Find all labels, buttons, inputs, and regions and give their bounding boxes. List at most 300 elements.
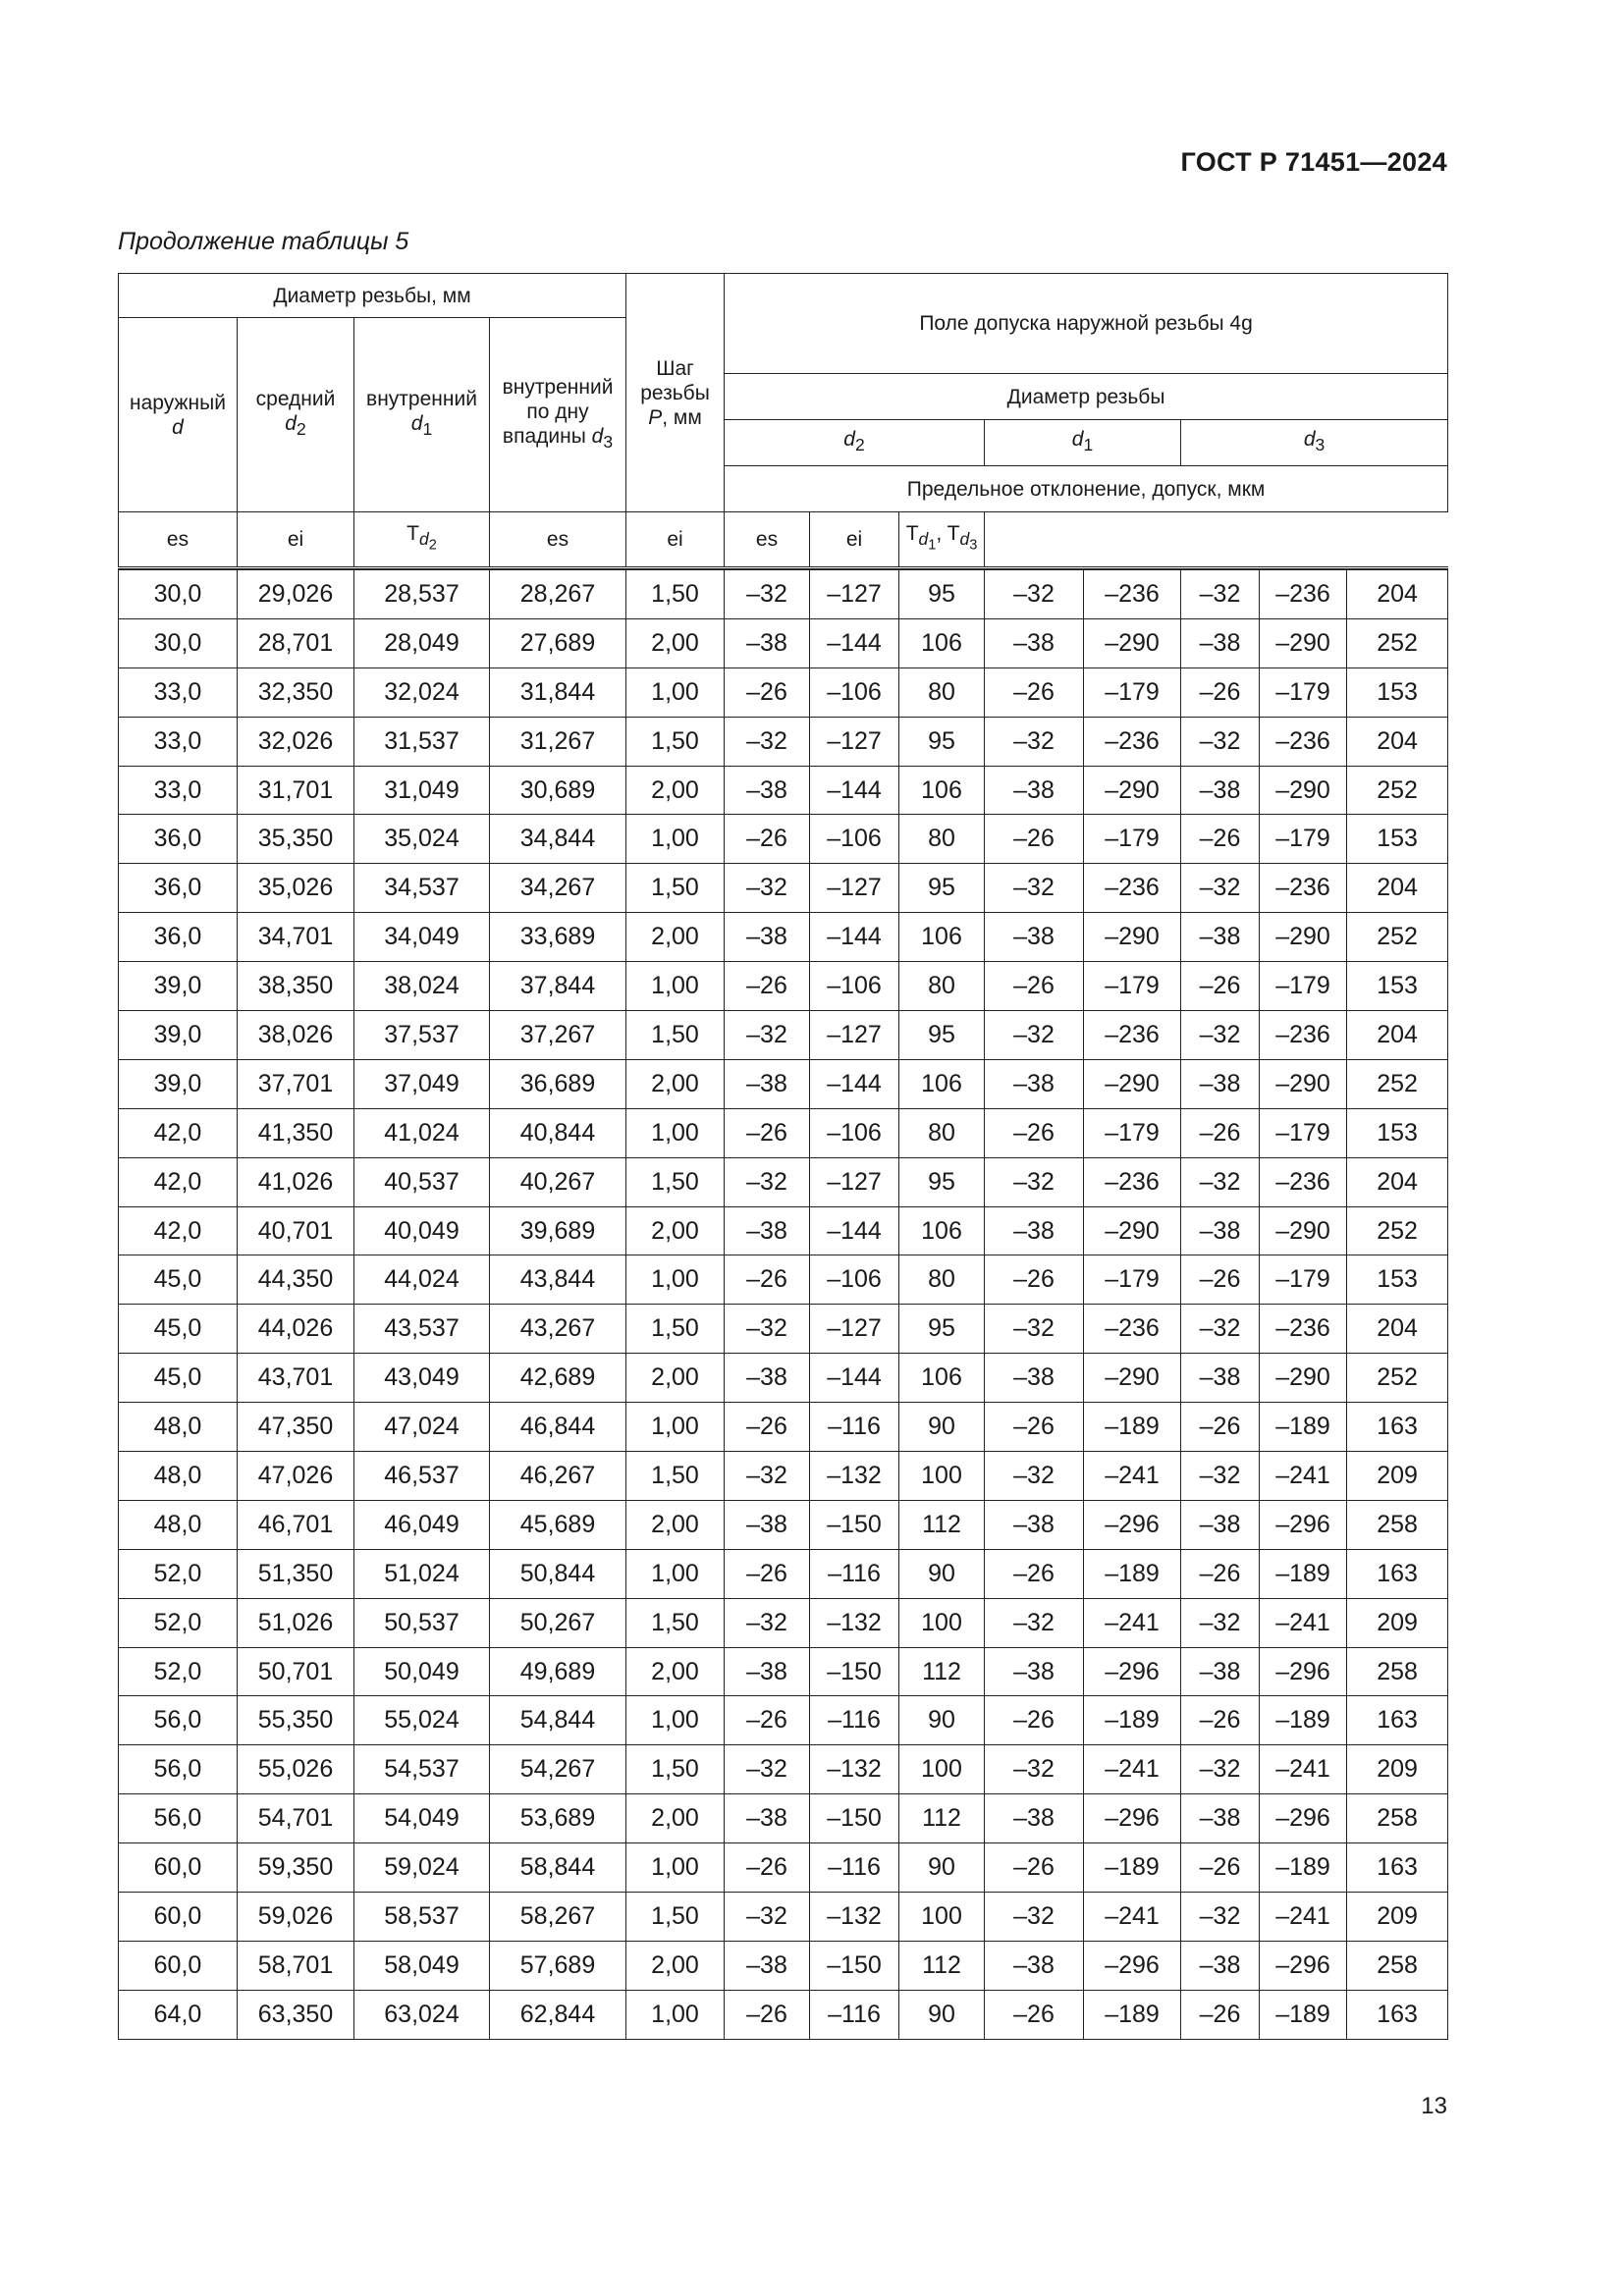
table-cell: –236: [1084, 570, 1181, 619]
table-cell: 42,0: [119, 1157, 238, 1206]
table-cell: –32: [985, 1745, 1084, 1794]
table-cell: –127: [810, 570, 899, 619]
table-cell: –189: [1084, 1990, 1181, 2039]
table-cell: 95: [899, 1011, 985, 1060]
table-cell: –116: [810, 1403, 899, 1452]
table-cell: –26: [725, 1549, 810, 1598]
thread-diameter-subheader: Диаметр резьбы: [725, 374, 1448, 420]
table-cell: 1,00: [626, 962, 725, 1011]
table-row: [119, 1549, 1448, 1598]
table-cell: 1,50: [626, 1011, 725, 1060]
table-row: [119, 1255, 1448, 1305]
table-cell: –26: [985, 1403, 1084, 1452]
table-caption: Продолжение таблицы 5: [118, 228, 409, 255]
table-row: [119, 962, 1448, 1011]
table-cell: –290: [1260, 1206, 1347, 1255]
table-cell: –106: [810, 1255, 899, 1305]
table-cell: –290: [1260, 1354, 1347, 1403]
table-cell: 90: [899, 1549, 985, 1598]
table-cell: 39,0: [119, 1011, 238, 1060]
table-cell: 47,024: [354, 1403, 490, 1452]
table-cell: 60,0: [119, 1941, 238, 1990]
table-cell: –26: [985, 1696, 1084, 1745]
table-cell: –132: [810, 1598, 899, 1647]
table-cell: –32: [985, 1598, 1084, 1647]
table-cell: 36,0: [119, 815, 238, 864]
table-cell: 37,537: [354, 1011, 490, 1060]
table-cell: –38: [1181, 1794, 1260, 1843]
table-cell: 252: [1347, 618, 1448, 667]
table-cell: 252: [1347, 1206, 1448, 1255]
table-cell: –290: [1260, 913, 1347, 962]
table-cell: 31,267: [490, 717, 626, 766]
table-cell: –26: [1181, 815, 1260, 864]
table-cell: 2,00: [626, 1647, 725, 1696]
thread-tolerance-table: [118, 273, 1448, 2040]
table-cell: 80: [899, 1108, 985, 1157]
table-cell: –241: [1084, 1745, 1181, 1794]
table-cell: 57,689: [490, 1941, 626, 1990]
table-cell: –32: [1181, 864, 1260, 913]
table-cell: 39,0: [119, 962, 238, 1011]
table-cell: 1,50: [626, 570, 725, 619]
table-cell: –32: [725, 1305, 810, 1354]
table-cell: –38: [725, 1206, 810, 1255]
table-cell: –290: [1084, 618, 1181, 667]
table-cell: 1,00: [626, 1108, 725, 1157]
table-cell: 35,026: [238, 864, 354, 913]
table-cell: 51,350: [238, 1549, 354, 1598]
table-cell: –26: [1181, 1549, 1260, 1598]
d1-ei-header: ei: [626, 512, 725, 568]
table-cell: –236: [1260, 864, 1347, 913]
table-cell: 204: [1347, 864, 1448, 913]
table-body: [119, 570, 1448, 2040]
table-cell: –296: [1084, 1647, 1181, 1696]
table-cell: 55,026: [238, 1745, 354, 1794]
table-cell: 32,024: [354, 667, 490, 717]
pitch-header: Шаг резьбы P, мм: [626, 274, 725, 512]
table-cell: 43,267: [490, 1305, 626, 1354]
table-cell: 1,00: [626, 815, 725, 864]
table-cell: 43,701: [238, 1354, 354, 1403]
table-cell: 54,267: [490, 1745, 626, 1794]
table-cell: –32: [985, 1011, 1084, 1060]
table-cell: 46,049: [354, 1500, 490, 1549]
table-cell: –241: [1260, 1893, 1347, 1942]
table-cell: 40,267: [490, 1157, 626, 1206]
table-cell: –296: [1260, 1794, 1347, 1843]
table-cell: 63,024: [354, 1990, 490, 2039]
table-cell: 59,026: [238, 1893, 354, 1942]
d1-group-header: $d_1$: [985, 420, 1181, 466]
table-cell: 58,844: [490, 1843, 626, 1893]
table-cell: 32,350: [238, 667, 354, 717]
table-cell: 47,026: [238, 1452, 354, 1501]
table-cell: 252: [1347, 766, 1448, 815]
table-cell: –236: [1260, 570, 1347, 619]
table-cell: 28,049: [354, 618, 490, 667]
table-cell: –32: [985, 717, 1084, 766]
document-code: ГОСТ Р 71451—2024: [1180, 147, 1447, 177]
table-cell: –32: [985, 1305, 1084, 1354]
table-cell: –116: [810, 1990, 899, 2039]
table-cell: 80: [899, 1255, 985, 1305]
table-cell: 1,00: [626, 1403, 725, 1452]
table-cell: –144: [810, 913, 899, 962]
table-cell: –26: [725, 962, 810, 1011]
table-cell: –32: [1181, 1893, 1260, 1942]
table-cell: –38: [725, 766, 810, 815]
table-cell: –127: [810, 1305, 899, 1354]
table-cell: –26: [725, 815, 810, 864]
table-cell: –290: [1084, 1059, 1181, 1108]
table-cell: –150: [810, 1794, 899, 1843]
table-cell: –26: [725, 667, 810, 717]
table-cell: 47,350: [238, 1403, 354, 1452]
table-cell: –38: [985, 1941, 1084, 1990]
table-cell: 163: [1347, 1990, 1448, 2039]
table-cell: 31,701: [238, 766, 354, 815]
table-cell: –26: [985, 1255, 1084, 1305]
d2-ei-header: ei: [238, 512, 354, 568]
table-cell: –179: [1260, 1255, 1347, 1305]
table-cell: –38: [725, 1647, 810, 1696]
table-cell: –32: [1181, 1157, 1260, 1206]
table-cell: –189: [1260, 1403, 1347, 1452]
table-cell: –241: [1084, 1893, 1181, 1942]
table-row: [119, 667, 1448, 717]
table-cell: 36,0: [119, 913, 238, 962]
table-cell: 1,50: [626, 1305, 725, 1354]
table-cell: 46,537: [354, 1452, 490, 1501]
td2-header: $T_{d_2}$: [354, 512, 490, 568]
outer-diameter-header: наружный d: [119, 318, 238, 512]
table-cell: 2,00: [626, 1941, 725, 1990]
table-cell: 2,00: [626, 913, 725, 962]
table-cell: 95: [899, 864, 985, 913]
table-cell: –26: [1181, 1403, 1260, 1452]
table-cell: 80: [899, 962, 985, 1011]
table-cell: 49,689: [490, 1647, 626, 1696]
table-cell: 45,689: [490, 1500, 626, 1549]
table-cell: 54,049: [354, 1794, 490, 1843]
table-cell: –106: [810, 962, 899, 1011]
table-cell: –32: [1181, 570, 1260, 619]
table-cell: 58,049: [354, 1941, 490, 1990]
table-cell: 41,350: [238, 1108, 354, 1157]
table-cell: –26: [985, 1549, 1084, 1598]
table-row: [119, 1990, 1448, 2039]
table-cell: 50,267: [490, 1598, 626, 1647]
table-cell: –32: [1181, 1305, 1260, 1354]
table-cell: –290: [1084, 766, 1181, 815]
table-cell: 37,049: [354, 1059, 490, 1108]
table-cell: 106: [899, 618, 985, 667]
table-cell: 34,844: [490, 815, 626, 864]
table-cell: –116: [810, 1843, 899, 1893]
table-cell: –32: [985, 570, 1084, 619]
d2-group-header: $d_2$: [725, 420, 985, 466]
table-cell: 1,00: [626, 1696, 725, 1745]
table-cell: 1,50: [626, 1452, 725, 1501]
table-cell: –150: [810, 1647, 899, 1696]
table-cell: –38: [985, 1206, 1084, 1255]
table-cell: –26: [1181, 1108, 1260, 1157]
table-row: [119, 1893, 1448, 1942]
table-cell: –236: [1084, 1305, 1181, 1354]
table-cell: –38: [725, 913, 810, 962]
table-cell: 80: [899, 667, 985, 717]
table-cell: 35,024: [354, 815, 490, 864]
table-cell: –38: [1181, 766, 1260, 815]
table-cell: –189: [1260, 1990, 1347, 2039]
table-cell: –38: [985, 618, 1084, 667]
table-row: [119, 1500, 1448, 1549]
table-cell: 31,844: [490, 667, 626, 717]
table-cell: –32: [725, 1157, 810, 1206]
table-cell: –236: [1084, 1157, 1181, 1206]
table-cell: –116: [810, 1549, 899, 1598]
table-cell: 2,00: [626, 1794, 725, 1843]
table-cell: 2,00: [626, 1500, 725, 1549]
table-cell: 1,00: [626, 667, 725, 717]
table-cell: 163: [1347, 1696, 1448, 1745]
table-cell: –38: [985, 1500, 1084, 1549]
d3-group-header: $d_3$: [1181, 420, 1448, 466]
table-cell: 40,844: [490, 1108, 626, 1157]
table-cell: 30,0: [119, 570, 238, 619]
table-cell: 106: [899, 913, 985, 962]
table-row: [119, 717, 1448, 766]
table-cell: –290: [1260, 766, 1347, 815]
table-cell: –144: [810, 766, 899, 815]
table-cell: 1,00: [626, 1549, 725, 1598]
table-row: [119, 815, 1448, 864]
table-cell: 1,50: [626, 1598, 725, 1647]
table-cell: –38: [1181, 1500, 1260, 1549]
table-cell: 30,0: [119, 618, 238, 667]
table-cell: –38: [985, 1794, 1084, 1843]
table-cell: 209: [1347, 1893, 1448, 1942]
table-cell: –189: [1084, 1549, 1181, 1598]
table-cell: –179: [1260, 815, 1347, 864]
table-cell: 1,50: [626, 864, 725, 913]
table-cell: –296: [1084, 1941, 1181, 1990]
table-cell: 33,0: [119, 717, 238, 766]
table-cell: –144: [810, 618, 899, 667]
root-diameter-header: внутренний по дну впадины $d_3$: [490, 318, 626, 512]
table-cell: –236: [1084, 1011, 1181, 1060]
table-cell: 63,350: [238, 1990, 354, 2039]
tolerance-field-header: Поле допуска наружной резьбы 4g: [725, 274, 1448, 374]
table-cell: 112: [899, 1941, 985, 1990]
table-cell: 51,024: [354, 1549, 490, 1598]
table-cell: 40,049: [354, 1206, 490, 1255]
table-cell: –236: [1260, 1305, 1347, 1354]
table-cell: 153: [1347, 1108, 1448, 1157]
table-cell: 32,026: [238, 717, 354, 766]
table-cell: 163: [1347, 1403, 1448, 1452]
table-cell: 258: [1347, 1647, 1448, 1696]
table-cell: –26: [725, 1696, 810, 1745]
table-cell: –106: [810, 1108, 899, 1157]
table-cell: 1,00: [626, 1255, 725, 1305]
table-cell: 258: [1347, 1941, 1448, 1990]
table-cell: –296: [1260, 1647, 1347, 1696]
table-cell: –38: [985, 766, 1084, 815]
table-cell: 33,0: [119, 667, 238, 717]
table-cell: 50,537: [354, 1598, 490, 1647]
table-cell: –179: [1260, 1108, 1347, 1157]
table-row: [119, 570, 1448, 619]
table-cell: 1,00: [626, 1990, 725, 2039]
table-cell: 1,50: [626, 1157, 725, 1206]
table-cell: 2,00: [626, 1354, 725, 1403]
table-cell: 59,350: [238, 1843, 354, 1893]
table-cell: –32: [725, 1452, 810, 1501]
table-cell: 36,689: [490, 1059, 626, 1108]
table-cell: –127: [810, 1011, 899, 1060]
table-cell: 58,701: [238, 1941, 354, 1990]
table-cell: 258: [1347, 1500, 1448, 1549]
table-cell: –241: [1260, 1452, 1347, 1501]
table-row: [119, 1452, 1448, 1501]
table-cell: –26: [985, 815, 1084, 864]
table-cell: –32: [725, 864, 810, 913]
table-cell: 209: [1347, 1745, 1448, 1794]
table-cell: 153: [1347, 1255, 1448, 1305]
table-cell: 95: [899, 570, 985, 619]
table-cell: 95: [899, 1157, 985, 1206]
table-cell: 163: [1347, 1843, 1448, 1893]
table-cell: –32: [1181, 717, 1260, 766]
table-cell: 56,0: [119, 1696, 238, 1745]
table-cell: 27,689: [490, 618, 626, 667]
table-cell: –26: [985, 1843, 1084, 1893]
table-cell: –26: [1181, 1255, 1260, 1305]
table-cell: 48,0: [119, 1452, 238, 1501]
table-cell: –38: [1181, 1647, 1260, 1696]
inner-diameter-header: внутренний $d_1$: [354, 318, 490, 512]
table-cell: 90: [899, 1696, 985, 1745]
table-cell: 43,844: [490, 1255, 626, 1305]
table-row: [119, 1696, 1448, 1745]
table-cell: –127: [810, 1157, 899, 1206]
table-row: [119, 1647, 1448, 1696]
table-cell: –38: [725, 1794, 810, 1843]
table-row: [119, 618, 1448, 667]
table-row: [119, 1843, 1448, 1893]
table-cell: –38: [1181, 1206, 1260, 1255]
table-cell: 209: [1347, 1452, 1448, 1501]
table-cell: –32: [725, 1011, 810, 1060]
table-cell: 41,026: [238, 1157, 354, 1206]
table-row: [119, 1206, 1448, 1255]
table-cell: –38: [1181, 618, 1260, 667]
table-cell: 2,00: [626, 1059, 725, 1108]
d3-ei-header: ei: [810, 512, 899, 568]
table-cell: –189: [1084, 1696, 1181, 1745]
table-cell: –189: [1260, 1549, 1347, 1598]
table-cell: 90: [899, 1843, 985, 1893]
table-cell: 55,024: [354, 1696, 490, 1745]
table-row: [119, 1403, 1448, 1452]
table-cell: 34,049: [354, 913, 490, 962]
table-cell: 43,537: [354, 1305, 490, 1354]
table-cell: –32: [1181, 1452, 1260, 1501]
table-cell: 58,267: [490, 1893, 626, 1942]
table-cell: –241: [1260, 1745, 1347, 1794]
table-cell: –38: [1181, 1354, 1260, 1403]
table-cell: –189: [1260, 1696, 1347, 1745]
table-cell: 60,0: [119, 1893, 238, 1942]
table-cell: –241: [1260, 1598, 1347, 1647]
table-cell: 28,267: [490, 570, 626, 619]
table-cell: –26: [1181, 667, 1260, 717]
table-cell: –32: [985, 1893, 1084, 1942]
table-cell: 38,350: [238, 962, 354, 1011]
table-cell: 54,844: [490, 1696, 626, 1745]
table-cell: 43,049: [354, 1354, 490, 1403]
table-cell: –290: [1260, 618, 1347, 667]
table-cell: 35,350: [238, 815, 354, 864]
table-cell: 28,701: [238, 618, 354, 667]
table-cell: 252: [1347, 1354, 1448, 1403]
table-cell: 2,00: [626, 766, 725, 815]
table-cell: –189: [1260, 1843, 1347, 1893]
table-cell: 40,537: [354, 1157, 490, 1206]
table-cell: 50,701: [238, 1647, 354, 1696]
table-cell: –290: [1084, 1354, 1181, 1403]
table-cell: 100: [899, 1598, 985, 1647]
table-row: [119, 1745, 1448, 1794]
table-cell: –38: [985, 1647, 1084, 1696]
table-cell: –144: [810, 1354, 899, 1403]
table-cell: 90: [899, 1990, 985, 2039]
table-row: [119, 1305, 1448, 1354]
table-cell: –179: [1260, 667, 1347, 717]
table-cell: –32: [725, 1598, 810, 1647]
table-cell: –132: [810, 1893, 899, 1942]
table-cell: 46,267: [490, 1452, 626, 1501]
table-cell: –38: [1181, 913, 1260, 962]
table-cell: 42,689: [490, 1354, 626, 1403]
deviation-subheader: Предельное отклонение, допуск, мкм: [725, 466, 1448, 512]
table-cell: –127: [810, 864, 899, 913]
table-cell: –132: [810, 1452, 899, 1501]
table-cell: 204: [1347, 1157, 1448, 1206]
table-row: [119, 1157, 1448, 1206]
table-cell: –38: [725, 618, 810, 667]
middle-diameter-header: средний $d_2$: [238, 318, 354, 512]
table-cell: 258: [1347, 1794, 1448, 1843]
table-cell: –38: [985, 913, 1084, 962]
table-cell: –32: [985, 1452, 1084, 1501]
table-cell: –38: [725, 1354, 810, 1403]
page-number: 13: [1421, 2093, 1447, 2119]
table-row: [119, 1794, 1448, 1843]
table-cell: –132: [810, 1745, 899, 1794]
table-cell: 34,267: [490, 864, 626, 913]
table-cell: –32: [1181, 1598, 1260, 1647]
table-cell: 37,701: [238, 1059, 354, 1108]
table-cell: –179: [1260, 962, 1347, 1011]
table-cell: 29,026: [238, 570, 354, 619]
table-cell: 55,350: [238, 1696, 354, 1745]
table-cell: –26: [725, 1843, 810, 1893]
table-cell: –150: [810, 1500, 899, 1549]
